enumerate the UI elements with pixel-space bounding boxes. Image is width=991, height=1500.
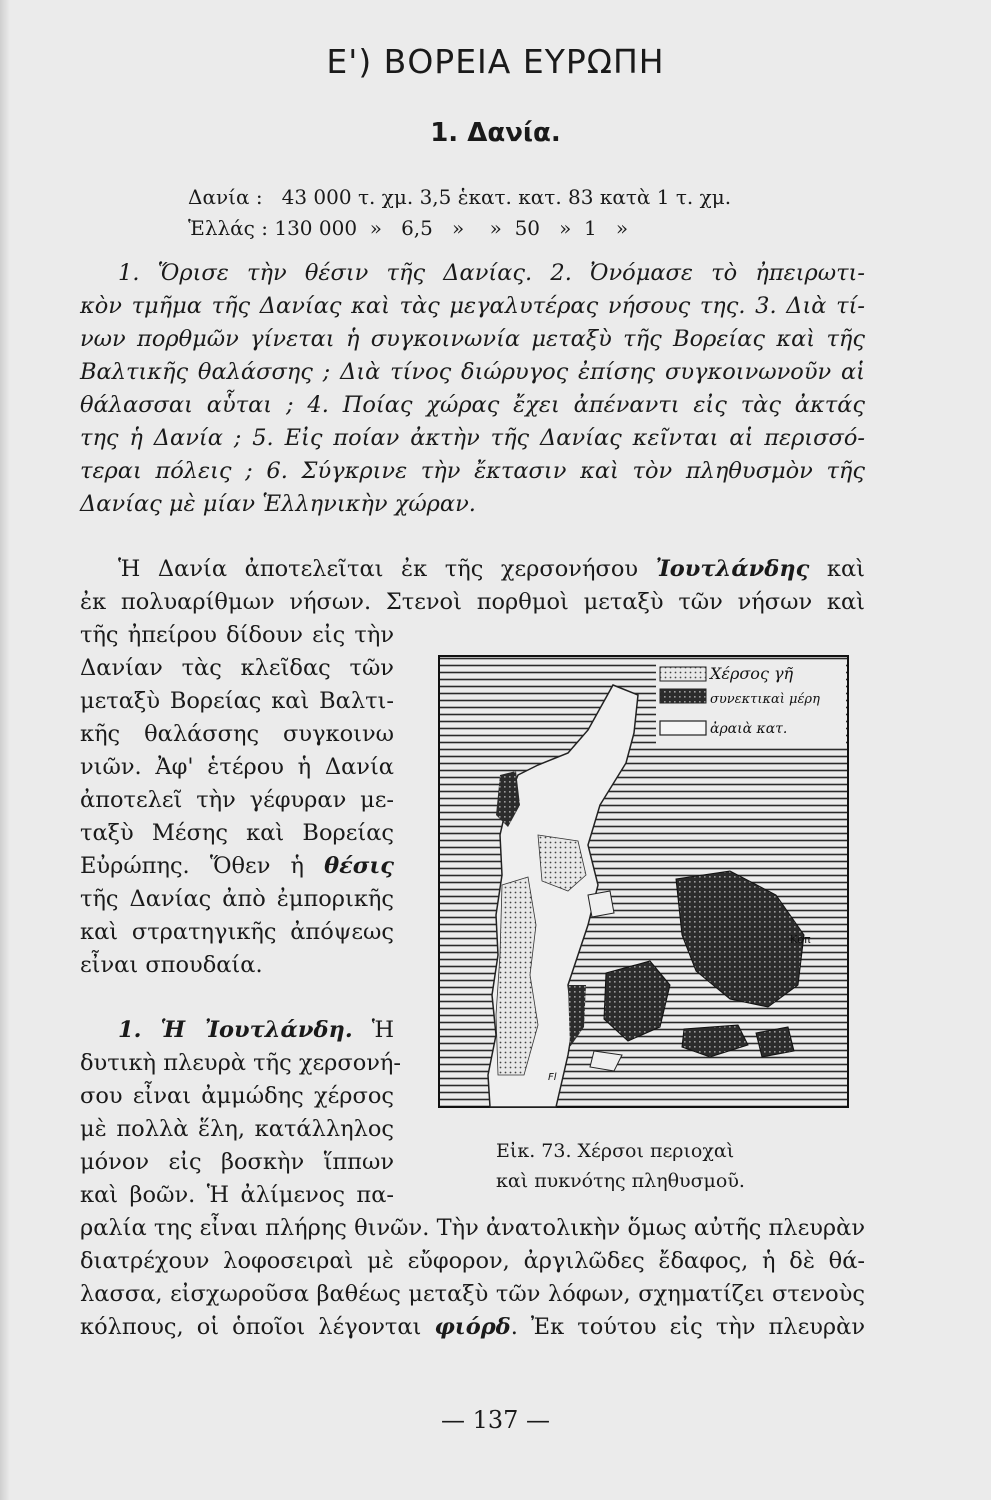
map-island xyxy=(756,1027,794,1057)
thesis-term: θέσις xyxy=(324,853,394,879)
map-island xyxy=(588,891,614,917)
figure-caption: Εἰκ. 73. Χέρσοι περιοχαὶ xyxy=(496,1140,735,1162)
legend-swatch-sparse xyxy=(660,721,706,735)
page-number: — 137 — xyxy=(440,1406,551,1434)
paragraph-line: κόλπους, οἱ ὁποῖοι λέγονται φιόρδ. Ἐκ τούτου εἰς τὴν πλευρὰν xyxy=(80,1314,866,1340)
paragraph-line: δυτικὴ πλευρὰ τῆς χερσονή- xyxy=(80,1050,402,1076)
chapter-title: Ε') ΒΟΡΕΙΑ ΕΥΡΩΠΗ xyxy=(326,42,665,81)
paragraph-line: ταξὺ Μέσης καὶ Βορείας xyxy=(80,820,394,846)
paragraph-line: καὶ στρατηγικῆς ἀπόψεως xyxy=(80,919,394,945)
paragraph-line: τῆς Δανίας ἀπὸ ἐμπορικῆς xyxy=(80,886,394,912)
legend-label: ἀραιὰ κατ. xyxy=(710,721,788,737)
map-label-city: Κοπ xyxy=(790,933,811,946)
paragraph-line: Εὐρώπης. Ὅθεν ἡ θέσις xyxy=(80,853,394,879)
paragraph-line: διατρέχουν λοφοσειραὶ μὲ εὔφορον, ἀργιλῶδες ἔδαφος, ἡ δὲ θά- xyxy=(80,1248,865,1274)
section-title: 1. Δανία. xyxy=(430,118,561,148)
paragraph-line: μεταξὺ Βορείας καὶ Βαλτι- xyxy=(80,688,394,714)
question-line: Δανίας μὲ μίαν Ἑλληνικὴν χώραν. xyxy=(80,491,476,517)
paragraph-line: μὲ πολλὰ ἕλη, κατάλληλος xyxy=(80,1116,394,1142)
paragraph-line: εἶναι σπουδαία. xyxy=(80,952,263,978)
paragraph-line: ἀποτελεῖ τὴν γέφυραν με- xyxy=(80,787,394,813)
paragraph-line: σου εἶναι ἀμμώδης χέρσος xyxy=(80,1083,394,1109)
paragraph-line: Δανίαν τὰς κλεῖδας τῶν xyxy=(80,655,394,681)
jutland-term: Ἰουτλάνδης xyxy=(655,556,810,582)
stats-row-denmark: Δανία : 43 000 τ. χμ. 3,5 ἑκατ. κατ. 83 κατὰ 1 τ. χμ. xyxy=(188,185,732,209)
fjord-term: φιόρδ xyxy=(434,1314,511,1340)
question-line: νων πορθμῶν γίνεται ἡ συγκοινωνία μεταξὺ τῆς Βορείας καὶ τῆς xyxy=(80,326,865,352)
paragraph-line: ἐκ πολυαρίθμων νήσων. Στενοὶ πορθμοὶ μεταξὺ τῶν νήσων καὶ xyxy=(80,589,865,615)
question-line: της ἡ Δανία ; 5. Εἰς ποίαν ἀκτὴν τῆς Δανίας κεῖνται αἱ περισσό- xyxy=(80,425,865,451)
question-line: θάλασσαι αὗται ; 4. Ποίας χώρας ἔχει ἀπέναντι εἰς τὰς ἀκτάς xyxy=(80,392,865,418)
legend-swatch-dense xyxy=(660,689,706,703)
figure-caption: καὶ πυκνότης πληθυσμοῦ. xyxy=(496,1170,745,1192)
paragraph-line: καὶ βοῶν. Ἡ ἀλίμενος πα- xyxy=(80,1182,394,1208)
question-line: τεραι πόλεις ; 6. Σύγκρινε τὴν ἔκτασιν καὶ τὸν πληθυσμὸν τῆς xyxy=(80,458,865,484)
denmark-map xyxy=(438,655,849,1108)
paragraph-heading: 1. Ἡ Ἰουτλάνδη. Ἡ xyxy=(118,1017,395,1043)
stats-table xyxy=(188,182,731,244)
paragraph-line: κῆς θαλάσσης συγκοινω xyxy=(80,721,394,747)
paragraph-line: λασσα, εἰσχωροῦσα βαθέως μεταξὺ τῶν λόφων, σχηματίζει στενοὺς xyxy=(80,1281,865,1307)
paragraph-line: τῆς ἠπείρου δίδουν εἰς τὴν xyxy=(80,622,394,648)
paragraph-line: μόνον εἰς βοσκὴν ἵππων xyxy=(80,1149,394,1175)
legend-label: συνεκτικαὶ μέρη xyxy=(710,692,820,707)
jutland-heading: Ἡ Ἰουτλάνδη. xyxy=(160,1017,353,1043)
stats-row-greece: Ἑλλάς : 130 000 » 6,5 » » 50 » 1 » xyxy=(188,216,629,240)
question-line: Βαλτικῆς θαλάσσης ; Διὰ τίνος διώρυγος ἐπίσης συγκοινωνοῦν αἱ xyxy=(80,359,865,385)
paragraph-line: ραλία της εἶναι πλήρης θινῶν. Τὴν ἀνατολικὴν ὅμως αὐτῆς πλευρὰν xyxy=(80,1215,865,1241)
legend-label: Χέρσος γῆ xyxy=(710,664,794,683)
map-label-city: Fl xyxy=(548,1072,557,1083)
question-line: 1. Ὅρισε τὴν θέσιν τῆς Δανίας. 2. Ὀνόμασε τὸ ἠπειρωτι- xyxy=(118,260,865,286)
question-line: κὸν τμῆμα τῆς Δανίας καὶ τὰς μεγαλυτέρας νήσους της. 3. Διὰ τί- xyxy=(80,293,865,319)
paragraph-line: Ἡ Δανία ἀποτελεῖται ἐκ τῆς χερσονήσου Ἰουτλάνδης καὶ xyxy=(118,556,865,582)
page-edge xyxy=(0,0,10,1500)
legend-swatch-heath xyxy=(660,667,706,681)
paragraph-line: νιῶν. Ἀφ' ἑτέρου ἡ Δανία xyxy=(80,754,394,780)
